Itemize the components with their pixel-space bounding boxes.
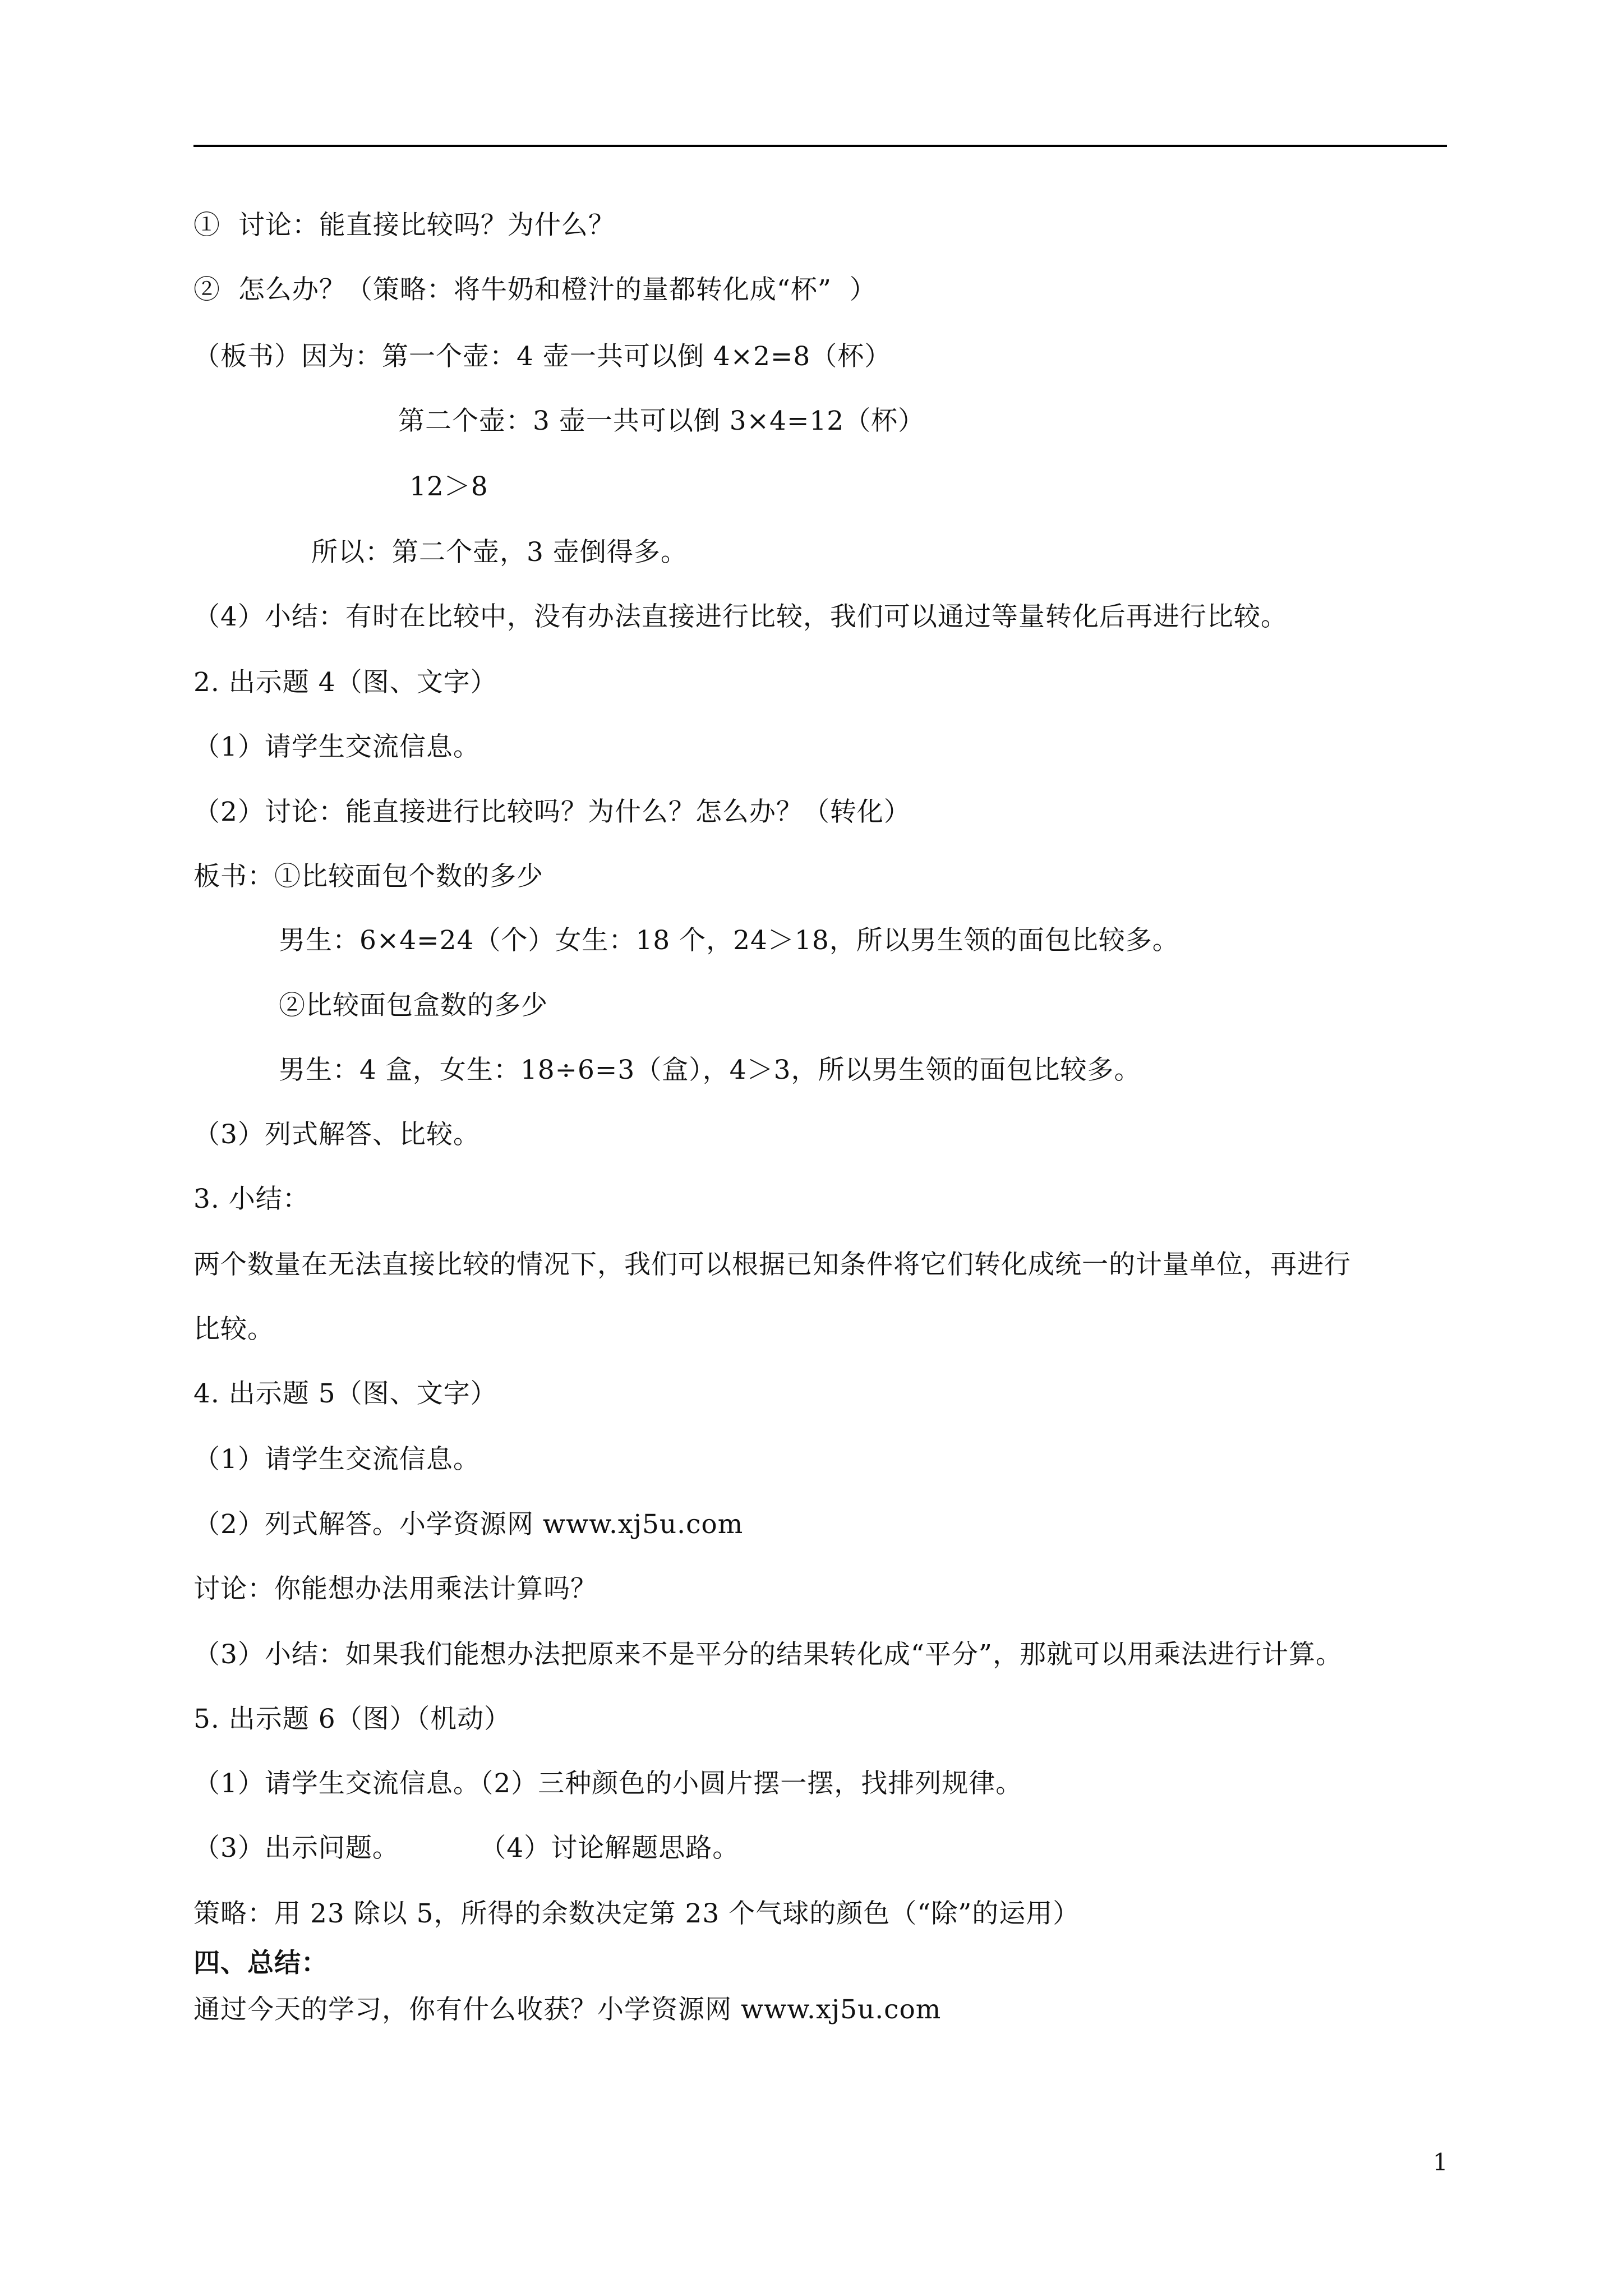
text-line: （1）请学生交流信息。 xyxy=(193,1444,480,1475)
text-line: （1）请学生交流信息。（2）三种颜色的小圆片摆一摆，找排列规律。 xyxy=(193,1768,1023,1799)
text-line: 男生：6×4=24（个）女生：18 个，24＞18，所以男生领的面包比较多。 xyxy=(279,925,1179,956)
text-line: 两个数量在无法直接比较的情况下，我们可以根据已知条件将它们转化成统一的计量单位，再进行 xyxy=(193,1249,1351,1280)
text-line: （2）列式解答。小学资源网 www.xj5u.com xyxy=(193,1509,744,1540)
text-line: ① 讨论：能直接比较吗？为什么？ xyxy=(193,210,615,241)
text-line: 5. 出示题 6（图）（机动） xyxy=(193,1704,511,1734)
text-line: ②比较面包盒数的多少 xyxy=(279,990,548,1021)
text-line: （3）出示问题。 （4）讨论解题思路。 xyxy=(193,1833,740,1864)
text-line: （1）请学生交流信息。 xyxy=(193,731,480,762)
text-line: 3. 小结： xyxy=(193,1184,310,1214)
page-number: 1 xyxy=(1433,2148,1448,2176)
text-line: （板书）因为：第一个壶：4 壶一共可以倒 4×2=8（杯） xyxy=(193,341,892,372)
text-line: （2）讨论：能直接进行比较吗？为什么？怎么办？（转化） xyxy=(193,797,911,827)
text-line: 第二个壶：3 壶一共可以倒 3×4=12（杯） xyxy=(398,406,925,436)
text-line: 比较。 xyxy=(193,1314,274,1345)
text-line: 男生：4 盒，女生：18÷6=3（盒），4＞3，所以男生领的面包比较多。 xyxy=(279,1055,1141,1085)
text-line: 通过今天的学习，你有什么收获？小学资源网 www.xj5u.com xyxy=(193,1994,942,2025)
text-line: （3）列式解答、比较。 xyxy=(193,1119,480,1150)
header-rule xyxy=(193,145,1447,147)
text-line: ② 怎么办？（策略：将牛奶和橙汁的量都转化成“杯” ） xyxy=(193,274,877,305)
text-line: （3）小结：如果我们能想办法把原来不是平分的结果转化成“平分”，那就可以用乘法进行计算。 xyxy=(193,1639,1343,1670)
text-line: 板书：①比较面包个数的多少 xyxy=(193,861,543,892)
section-heading: 四、总结： xyxy=(193,1948,328,1978)
text-line: （4）小结：有时在比较中，没有办法直接进行比较，我们可以通过等量转化后再进行比较。 xyxy=(193,601,1288,632)
text-line: 所以：第二个壶，3 壶倒得多。 xyxy=(311,537,688,568)
text-line: 12＞8 xyxy=(409,471,488,502)
text-line: 策略：用 23 除以 5，所得的余数决定第 23 个气球的颜色（“除”的运用） xyxy=(193,1898,1080,1929)
text-line: 讨论：你能想办法用乘法计算吗？ xyxy=(193,1573,597,1604)
text-line: 4. 出示题 5（图、文字） xyxy=(193,1378,497,1409)
text-line: 2. 出示题 4（图、文字） xyxy=(193,667,497,698)
